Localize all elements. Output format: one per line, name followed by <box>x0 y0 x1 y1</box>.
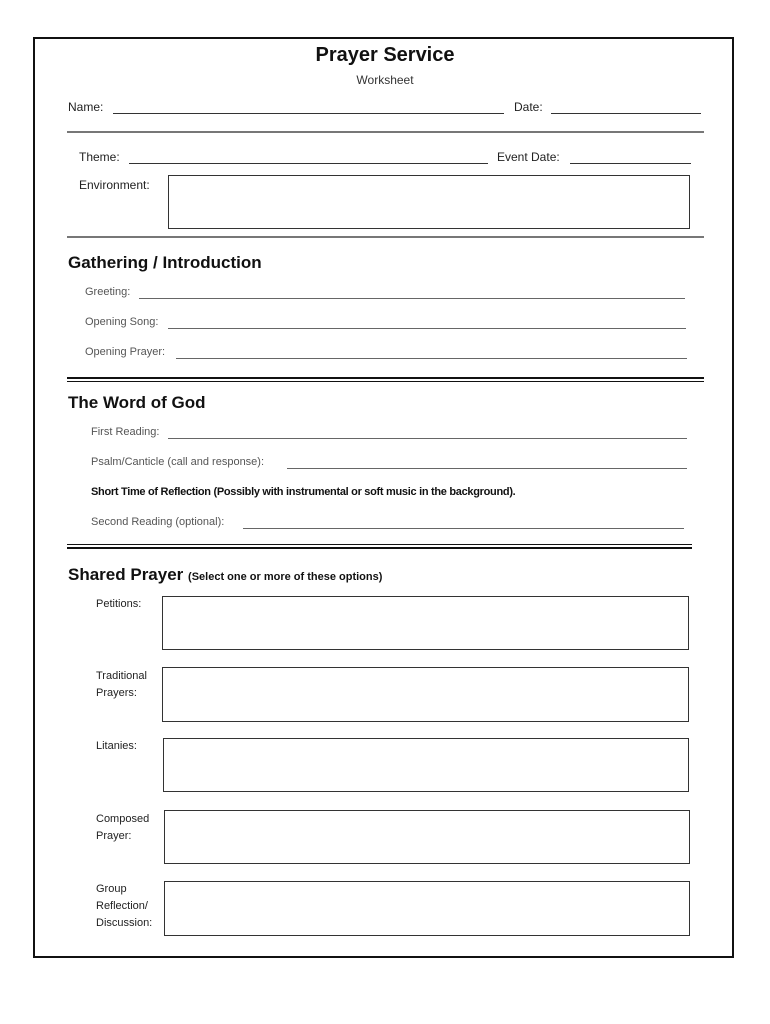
section-divider <box>67 547 692 549</box>
greeting-field[interactable] <box>139 298 685 299</box>
group-reflection-box[interactable] <box>164 881 690 936</box>
date-label: Date: <box>514 100 543 114</box>
gathering-heading: Gathering / Introduction <box>68 253 262 272</box>
traditional-label-line2: Prayers: <box>96 687 137 699</box>
petitions-label <box>96 596 141 613</box>
section-divider <box>67 544 692 545</box>
section-divider <box>67 236 704 238</box>
environment-label: Environment: <box>79 178 150 192</box>
greeting-label: Greeting: <box>85 286 131 298</box>
second-reading-field[interactable] <box>243 528 684 529</box>
event-date-label: Event Date: <box>497 150 560 164</box>
page-subtitle: Worksheet <box>356 73 414 87</box>
composed-label-line2: Prayer: <box>96 830 132 842</box>
first-reading-label: First Reading: <box>91 426 160 438</box>
psalm-label: Psalm/Canticle (call and response): <box>91 456 265 468</box>
word-heading: The Word of God <box>68 393 206 412</box>
second-reading-label: Second Reading (optional): <box>91 516 225 528</box>
theme-label: Theme: <box>79 150 120 164</box>
psalm-field[interactable] <box>287 468 687 469</box>
litanies-label-text: Litanies: <box>96 740 137 752</box>
shared-heading <box>68 565 382 585</box>
group-label-line2: Reflection/ <box>96 900 148 912</box>
traditional-prayers-box[interactable] <box>162 667 689 722</box>
litanies-box[interactable] <box>163 738 689 792</box>
composed-prayer-label <box>96 811 149 845</box>
page-title: Prayer Service <box>315 44 455 66</box>
petitions-label-text: Petitions: <box>96 598 142 610</box>
shared-heading-text: Shared Prayer <box>68 565 184 584</box>
composed-label-line1: Composed <box>96 813 150 825</box>
group-label-line3: Discussion: <box>96 917 153 929</box>
petitions-box[interactable] <box>162 596 689 650</box>
environment-box[interactable] <box>168 175 690 229</box>
composed-prayer-box[interactable] <box>164 810 690 864</box>
opening-prayer-field[interactable] <box>176 358 687 359</box>
section-divider <box>67 377 704 379</box>
reflection-note: Short Time of Reflection (Possibly with instrumental or soft music in the background). <box>91 486 516 498</box>
name-field[interactable] <box>113 113 504 114</box>
date-field[interactable] <box>551 113 701 114</box>
event-date-field[interactable] <box>570 163 691 164</box>
shared-heading-note: (Select one or more of these options) <box>188 571 383 583</box>
group-reflection-label <box>96 881 152 932</box>
opening-prayer-label: Opening Prayer: <box>85 346 166 358</box>
traditional-label-line1: Traditional <box>96 670 147 682</box>
litanies-label <box>96 738 137 755</box>
opening-song-label: Opening Song: <box>85 316 159 328</box>
theme-field[interactable] <box>129 163 488 164</box>
group-label-line1: Group <box>96 883 127 895</box>
name-label: Name: <box>68 100 104 114</box>
section-divider <box>67 381 704 382</box>
section-divider <box>67 131 704 133</box>
first-reading-field[interactable] <box>168 438 687 439</box>
traditional-prayers-label <box>96 668 147 702</box>
opening-song-field[interactable] <box>168 328 686 329</box>
